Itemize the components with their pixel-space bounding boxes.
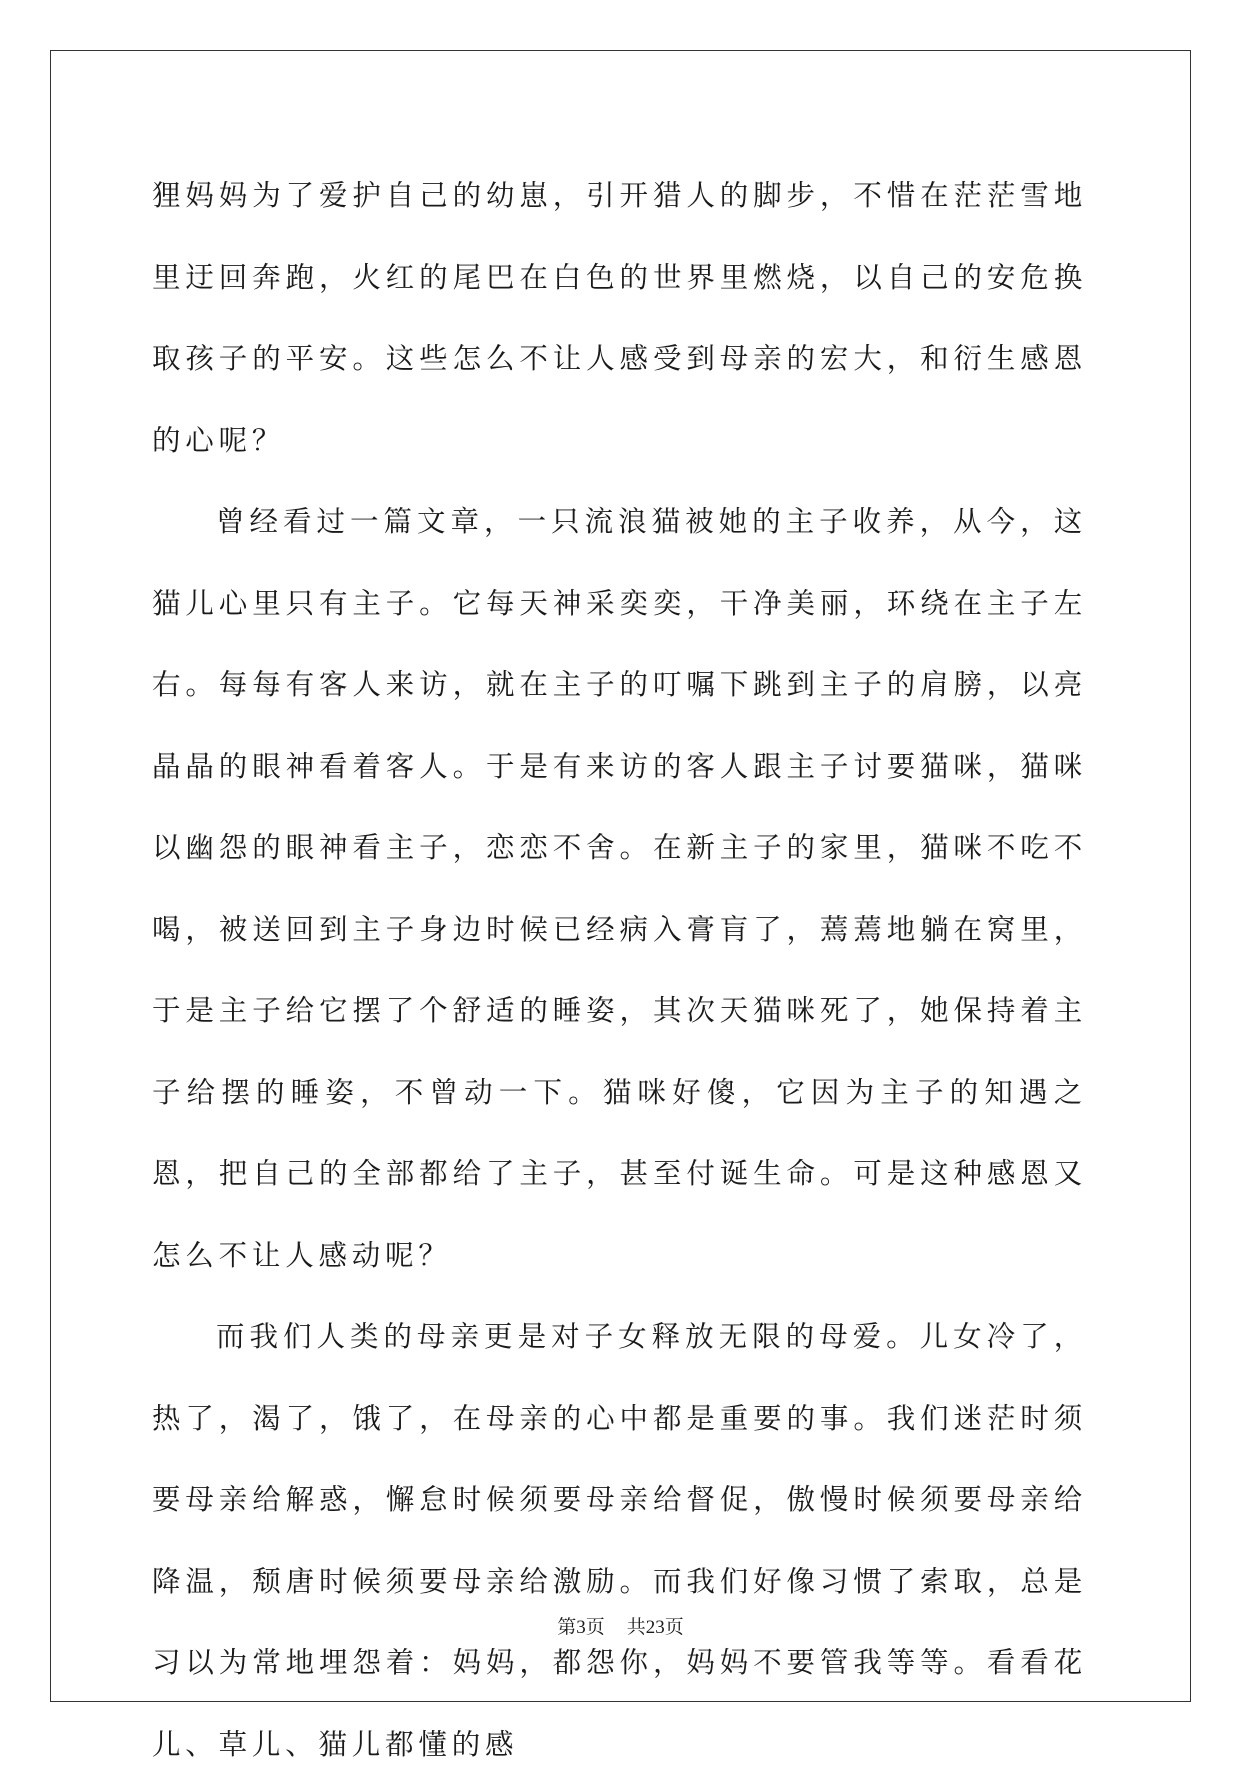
- page-footer: [0, 1612, 1241, 1639]
- page-total: 共23页: [626, 1617, 684, 1638]
- paragraph-3: 而我们人类的母亲更是对子女释放无限的母爱。儿女冷了，热了，渴了，饿了，在母亲的心中都是重要的事。我们迷茫时须要母亲给解惑，懈怠时候须要母亲给督促，傲慢时候须要母亲给降温，颓唐时候须要母亲给激励。而我们好像习惯了索取，总是习以为常地埋怨着：妈妈，都怨你，妈妈不要管我等等。看看花儿、草儿、猫儿都懂的感: [152, 1320, 1087, 1761]
- paragraph-1: 狸妈妈为了爱护自己的幼崽，引开猎人的脚步，不惜在茫茫雪地里迂回奔跑，火红的尾巴在白色的世界里燃烧，以自己的安危换取孩子的平安。这些怎么不让人感受到母亲的宏大，和衍生感恩的心呢？: [152, 179, 1087, 457]
- document-body: [152, 155, 1087, 1785]
- page-number: 第3页: [557, 1617, 605, 1638]
- paragraph-2: 曾经看过一篇文章，一只流浪猫被她的主子收养，从今，这猫儿心里只有主子。它每天神采奕奕，干净美丽，环绕在主子左右。每每有客人来访，就在主子的叮嘱下跳到主子的肩膀，以亮晶晶的眼神看着客人。于是有来访的客人跟主子讨要猫咪，猫咪以幽怨的眼神看主子，恋恋不舍。在新主子的家里，猫咪不吃不喝，被送回到主子身边时候已经病入膏肓了，蔫蔫地躺在窝里，于是主子给它摆了个舒适的睡姿，其次天猫咪死了，她保持着主子给摆的睡姿，不曾动一下。猫咪好傻，它因为主子的知遇之恩，把自己的全部都给了主子，甚至付诞生命。可是这种感恩又怎么不让人感动呢？: [152, 505, 1087, 1272]
